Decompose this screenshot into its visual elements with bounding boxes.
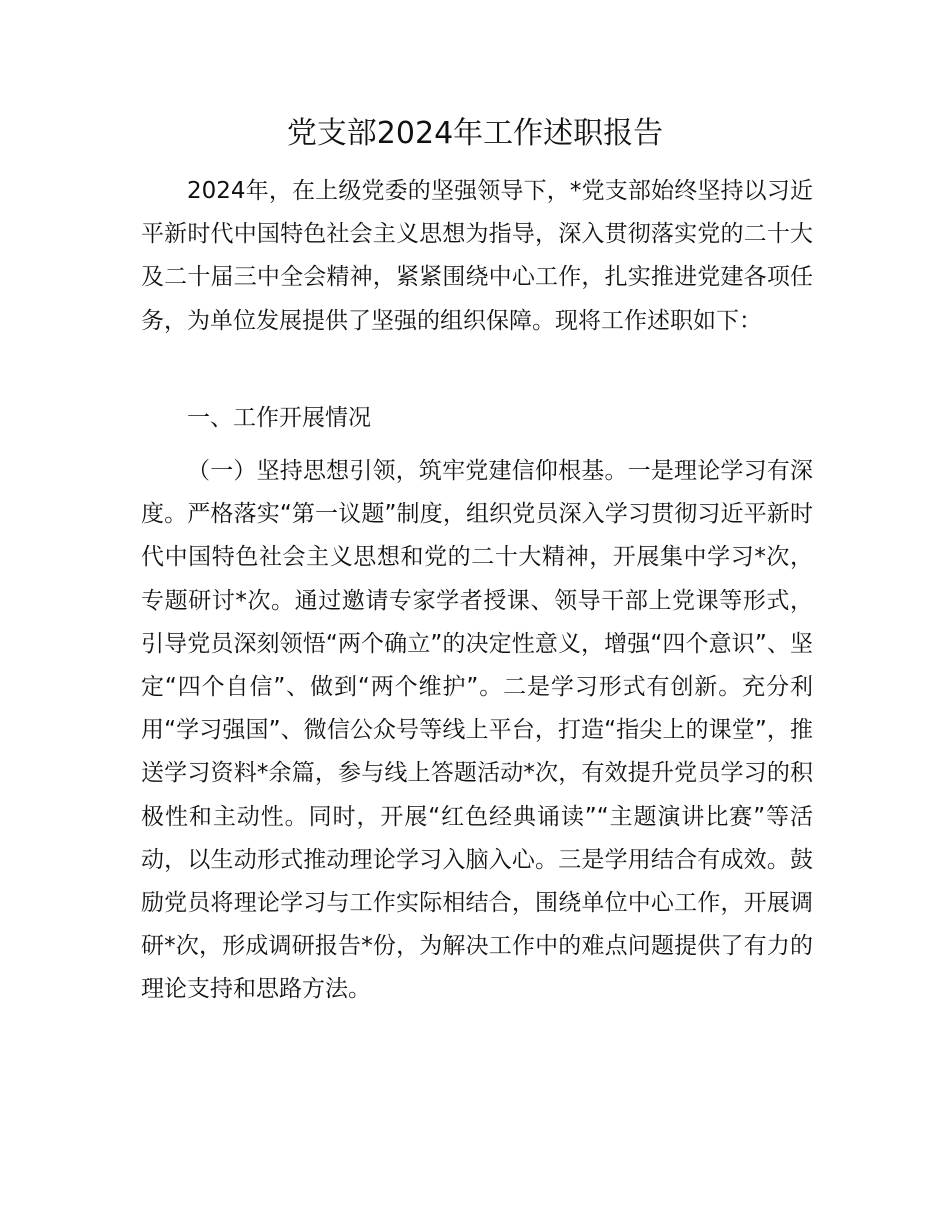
section-heading: 一、工作开展情况 xyxy=(187,405,371,431)
subsection-paragraph: （一）坚持思想引领，筑牢党建信仰根基。一是理论学习有深度。严格落实“第一议题”制度，组织党员深入学习贯彻习近平新时代中国特色社会主义思想和党的二十大精神，开展集中学习*次，专题研讨*次。通过邀请专家学者授课、领导干部上党课等形式，引导党员深刻领悟“两个确立”的决定性意义，增强“四个意识”、坚定“四个自信”、做到“两个维护”。二是学习形式有创新。充分利用“学习强国”、微信公众号等线上平台，打造“指尖上的课堂”，推送学习资料*余篇，参与线上答题活动*次，有效提升党员学习的积极性和主动性。同时，开展“红色经典诵读”“主题演讲比赛”等活动，以生动形式推动理论学习入脑入心。三是学用结合有成效。鼓励党员将理论学习与工作实际相结合，围绕单位中心工作，开展调研*次，形成调研报告*份，为解决工作中的难点问题提供了有力的理论支持和思路方法。 xyxy=(141,458,813,1003)
document-title: 党支部2024年工作述职报告 xyxy=(286,116,664,151)
intro-paragraph: 2024年，在上级党委的坚强领导下，*党支部始终坚持以习近平新时代中国特色社会主义思想为指导，深入贯彻落实党的二十大及二十届三中全会精神，紧紧围绕中心工作，扎实推进党建各项任务，为单位发展提供了坚强的组织保障。现将工作述职如下： xyxy=(141,178,813,334)
